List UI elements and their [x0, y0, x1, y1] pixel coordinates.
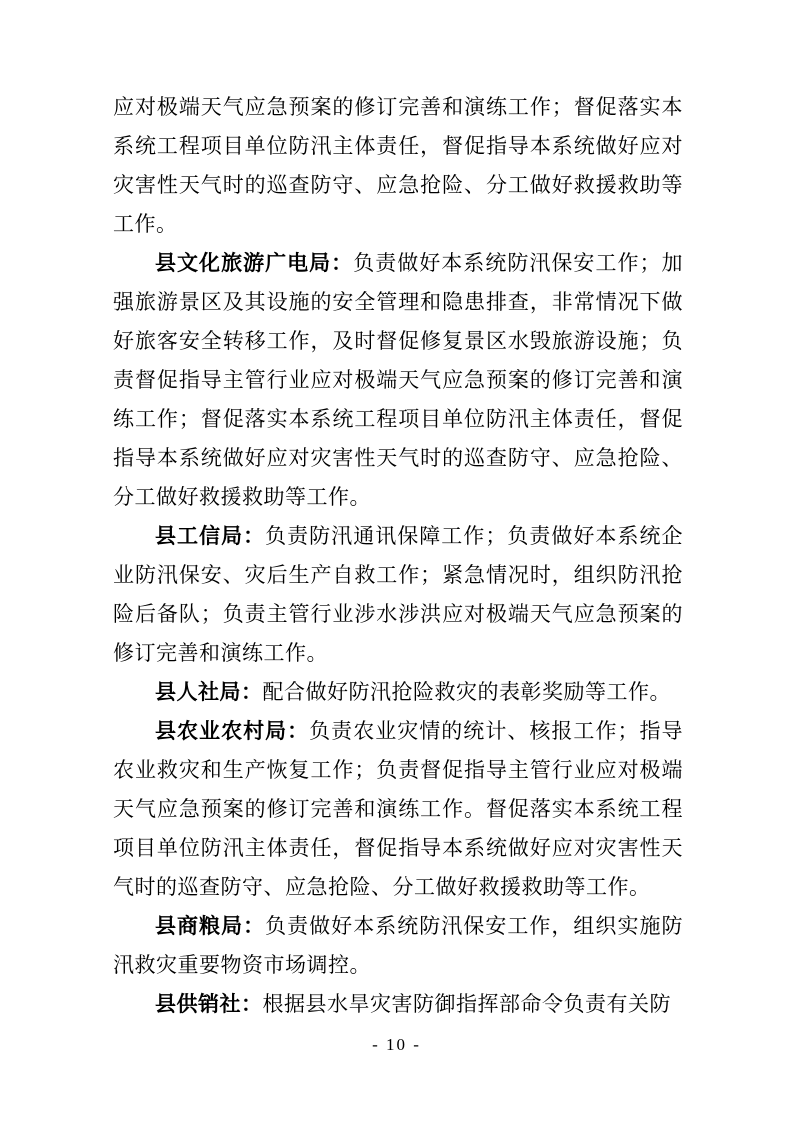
paragraph: [113, 907, 683, 985]
org-name-industry-information-bureau: 县工信局：: [155, 524, 266, 548]
paragraph: [113, 673, 683, 712]
page-number: - 10 -: [372, 1035, 421, 1054]
org-name-supply-marketing-cooperative: 县供销社：: [155, 992, 263, 1016]
paragraph-text: 配合做好防汛抢险救灾的表彰奖励等工作。: [262, 680, 671, 704]
org-name-human-resources-bureau: 县人社局：: [155, 680, 263, 704]
paragraph-text: 负责做好本系统防汛保安工作；加强旅游景区及其设施的安全管理和隐患排查，非常情况下做好旅客安全转移工作，及时督促修复景区水毁旅游设施；负责督促指导主管行业应对极端天气应急预案的修订完善和演练工作；督促落实本系统工程项目单位防汛主体责任，督促指导本系统做好应对灾害性天气时的巡查防守、应急抢险、分工做好救援救助等工作。: [113, 251, 684, 509]
org-name-culture-tourism-bureau: 县文化旅游广电局：: [155, 251, 354, 275]
paragraph-text: 负责做好本系统防汛保安工作，组织实施防汛救灾重要物资市场调控。: [113, 914, 683, 977]
paragraph-text: 负责农业灾情的统计、核报工作；指导农业救灾和生产恢复工作；负责督促指导主管行业应对极端天气应急预案的修订完善和演练工作。督促落实本系统工程项目单位防汛主体责任，督促指导本系统做好应对灾害性天气时的巡查防守、应急抢险、分工做好救援救助等工作。: [113, 719, 684, 899]
paragraph-text: 负责防汛通讯保障工作；负责做好本系统企业防汛保安、灾后生产自救工作；紧急情况时，组织防汛抢险后备队；负责主管行业涉水涉洪应对极端天气应急预案的修订完善和演练工作。: [113, 524, 683, 665]
paragraph-text: 根据县水旱灾害防御指挥部命令负责有关防: [262, 992, 671, 1016]
paragraph-text: 应对极端天气应急预案的修订完善和演练工作；督促落实本系统工程项目单位防汛主体责任，督促指导本系统做好应对灾害性天气时的巡查防守、应急抢险、分工做好救援救助等工作。: [113, 95, 683, 236]
paragraph: [113, 517, 683, 673]
org-name-agriculture-rural-bureau: 县农业农村局：: [155, 719, 310, 743]
document-body: [113, 88, 683, 1024]
paragraph: [113, 712, 683, 907]
paragraph: [113, 985, 683, 1024]
paragraph: [113, 88, 683, 244]
org-name-commerce-grain-bureau: 县商粮局：: [155, 914, 266, 938]
paragraph: [113, 244, 683, 517]
